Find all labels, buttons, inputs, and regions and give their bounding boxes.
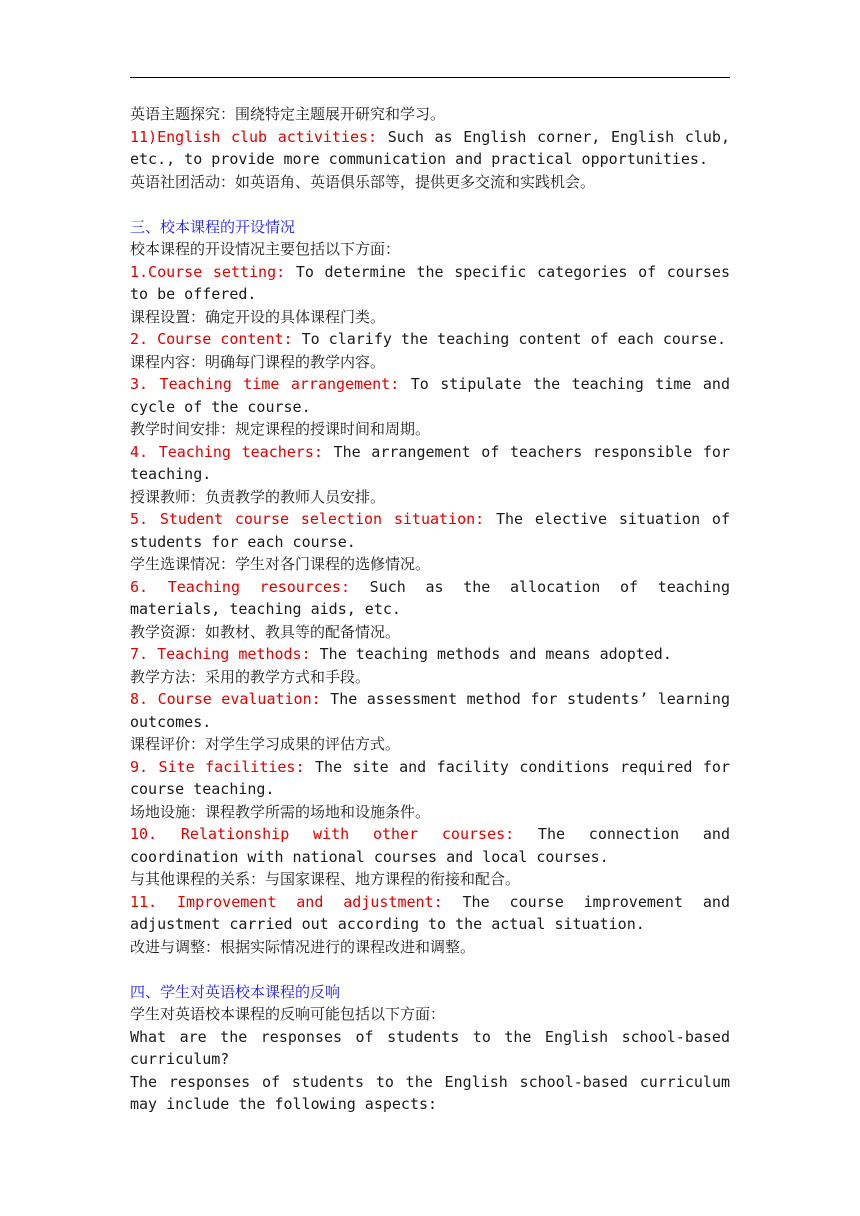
s3-item-7-label: 7. Teaching methods: [130, 645, 320, 663]
section-4-intro: 学生对英语校本课程的反响可能包括以下方面： [130, 1005, 446, 1023]
s3-item-8-text: The assessment method for students’ learning outcomes. [130, 690, 730, 731]
s3-item-4-text: The arrangement of teachers responsible for teaching. [130, 442, 730, 483]
s3-item-3-chinese: 教学时间安排：规定课程的授课时间和周期。 [130, 420, 431, 438]
s3-item-9-english [130, 756, 730, 801]
item-11-english [130, 126, 730, 171]
s3-item-11-text: The course improvement and adjustment carried out according to the actual situation. [130, 892, 730, 933]
s3-item-6-english [130, 576, 730, 621]
s3-item-7-chinese: 教学方法：采用的教学方式和手段。 [130, 667, 371, 686]
s3-item-6-text: Such as the allocation of teaching materials, teaching aids, etc. [130, 577, 730, 618]
section-3-heading: 三、校本课程的开设情况 [130, 217, 296, 236]
header-rule [130, 77, 730, 78]
s3-item-7-english [130, 643, 730, 666]
s3-item-3-label: 3. Teaching time arrangement: [130, 375, 411, 393]
s3-item-10-label: 10. Relationship with other courses: [130, 825, 538, 843]
s3-item-8-english [130, 688, 730, 733]
s3-item-5-english [130, 508, 730, 553]
intro-line: 英语主题探究：围绕特定主题展开研究和学习。 [130, 105, 446, 123]
s3-item-7-text: The teaching methods and means adopted. [319, 645, 672, 663]
s3-item-11-label: 11. Improvement and adjustment: [130, 892, 463, 911]
s3-item-2-label: 2. Course content: [130, 330, 302, 348]
s3-item-1-chinese: 课程设置：确定开设的具体课程门类。 [130, 307, 386, 326]
section-3-intro: 校本课程的开设情况主要包括以下方面： [130, 240, 401, 258]
s3-item-9-label: 9. Site facilities: [130, 757, 315, 776]
section-4-english-answer: The responses of students to the English school-based curriculum may include the following aspects: [130, 1072, 730, 1113]
item-11-chinese: 英语社团活动：如英语角、英语俱乐部等，提供更多交流和实践机会。 [130, 172, 596, 191]
s3-item-1-text: To determine the specific categories of courses to be offered. [130, 262, 730, 303]
s3-item-6-label: 6. Teaching resources: [130, 577, 370, 596]
s3-item-11-chinese: 改进与调整：根据实际情况进行的课程改进和调整。 [130, 937, 476, 956]
s3-item-9-text: The site and facility conditions required for course teaching. [130, 757, 730, 798]
item-11-label: 11)English club activities: [130, 127, 388, 146]
s3-item-5-text: The elective situation of students for each course. [130, 510, 730, 551]
s3-item-3-text: To stipulate the teaching time and cycle of the course. [130, 375, 730, 416]
section-4-english-question: What are the responses of students to the English school-based curriculum? [130, 1027, 730, 1068]
s3-item-1-label: 1.Course setting: [130, 262, 296, 281]
s3-item-2-chinese: 课程内容：明确每门课程的教学内容。 [130, 352, 386, 371]
s3-item-2-text: To clarify the teaching content of each course. [301, 330, 727, 348]
s3-item-10-text: The connection and coordination with national courses and local courses. [130, 825, 730, 866]
s3-item-11-english [130, 891, 730, 936]
section-4-heading: 四、学生对英语校本课程的反响 [130, 982, 341, 1001]
s3-item-4-english [130, 441, 730, 486]
s3-item-1-english [130, 261, 730, 306]
s3-item-8-chinese: 课程评价：对学生学习成果的评估方式。 [130, 735, 401, 753]
s3-item-6-chinese: 教学资源：如教材、教具等的配备情况。 [130, 622, 401, 641]
s3-item-10-chinese: 与其他课程的关系：与国家课程、地方课程的衔接和配合。 [130, 870, 521, 888]
s3-item-8-label: 8. Course evaluation: [130, 690, 331, 708]
s3-item-3-english [130, 373, 730, 418]
s3-item-5-chinese: 学生选课情况：学生对各门课程的选修情况。 [130, 555, 431, 573]
s3-item-5-label: 5. Student course selection situation: [130, 510, 496, 528]
s3-item-2-english [130, 328, 730, 351]
s3-item-4-chinese: 授课教师：负责教学的教师人员安排。 [130, 487, 386, 506]
item-11-text: Such as English corner, English club, etc., to provide more communication and practical opportunities. [130, 127, 730, 168]
document-body [130, 103, 730, 1116]
s3-item-9-chinese: 场地设施：课程教学所需的场地和设施条件。 [130, 802, 431, 821]
s3-item-4-label: 4. Teaching teachers: [130, 442, 334, 461]
s3-item-10-english [130, 823, 730, 868]
